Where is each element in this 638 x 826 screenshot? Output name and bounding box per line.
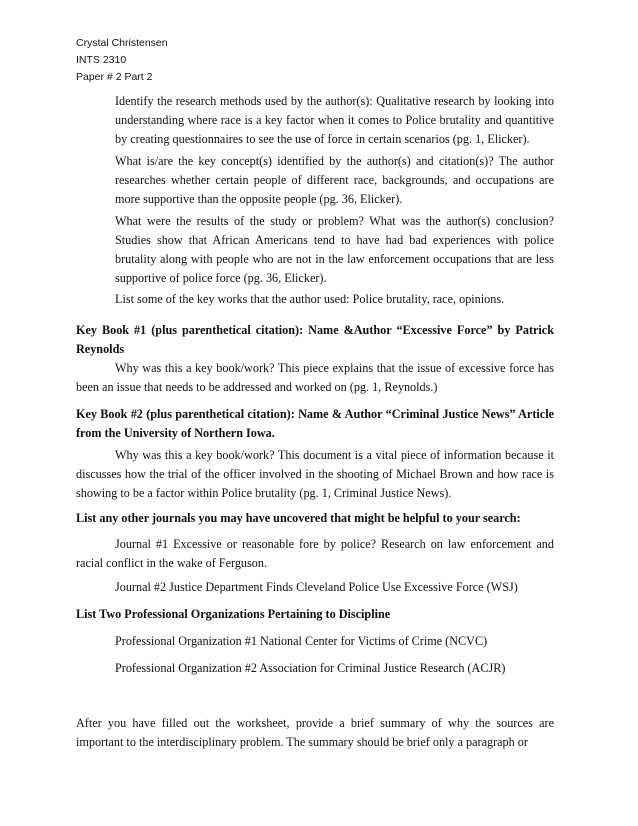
paragraph-journal-1: Journal #1 Excessive or reasonable fore by police? Research on law enforcement and racial conflict in the wake of Ferguson. — [76, 537, 554, 570]
paragraph-results: What were the results of the study or problem? What was the author(s) conclusion? Studies show that African Americans tend to have had bad experiences with police brutality along with people who are not in the law enforcement occupations that are less supportive of police force (pg. 36, Elicker). — [115, 214, 554, 285]
heading-key-book-1: Key Book #1 (plus parenthetical citation): Name &Author “Excessive Force” by Patrick Reynolds — [76, 323, 554, 356]
paragraph-key-concepts: What is/are the key concept(s) identified by the author(s) and citation(s)? The author researches whether certain people of different race, backgrounds, and occupations are more supportive than the opposite people (pg. 36, Elicker). — [115, 154, 554, 206]
heading-other-journals: List any other journals you may have uncovered that might be helpful to your search: — [76, 511, 521, 525]
paragraph-key-works: List some of the key works that the author used: Police brutality, race, opinions. — [115, 292, 505, 306]
course-code: INTS 2310 — [76, 54, 127, 66]
paragraph-key-book-2: Why was this a key book/work? This document is a vital piece of information because it discusses how the trial of the officer involved in the shooting of Michael Brown and how race is showing to be a factor within Police brutality (pg. 1, Criminal Justice News). — [76, 448, 554, 500]
paragraph-key-book-1: Why was this a key book/work? This piece explains that the issue of excessive force has been an issue that needs to be addressed and worked on (pg. 1, Reynolds.) — [76, 361, 554, 394]
paragraph-research-methods: Identify the research methods used by the author(s): Qualitative research by looking into understanding where race is a key factor when it comes to Police brutality and quantitive by creating questionnaires to see the use of force in certain scenarios (pg. 1, Elicker). — [115, 94, 554, 146]
header-block — [76, 35, 168, 86]
paragraph-organization-2: Professional Organization #2 Association for Criminal Justice Research (ACJR) — [115, 661, 506, 675]
heading-professional-organizations: List Two Professional Organizations Pertaining to Discipline — [76, 607, 391, 621]
paper-label: Paper # 2 Part 2 — [76, 71, 153, 83]
heading-key-book-2: Key Book #2 (plus parenthetical citation): Name & Author “Criminal Justice News” Article from the University of Northern Iowa. — [76, 407, 554, 440]
author-name: Crystal Christensen — [76, 37, 168, 49]
paragraph-summary-instructions: After you have filled out the worksheet, provide a brief summary of why the sources are important to the interdisciplinary problem. The summary should be brief only a paragraph or — [76, 716, 554, 749]
paragraph-organization-1: Professional Organization #1 National Center for Victims of Crime (NCVC) — [115, 634, 488, 648]
paragraph-journal-2: Journal #2 Justice Department Finds Cleveland Police Use Excessive Force (WSJ) — [115, 580, 518, 594]
